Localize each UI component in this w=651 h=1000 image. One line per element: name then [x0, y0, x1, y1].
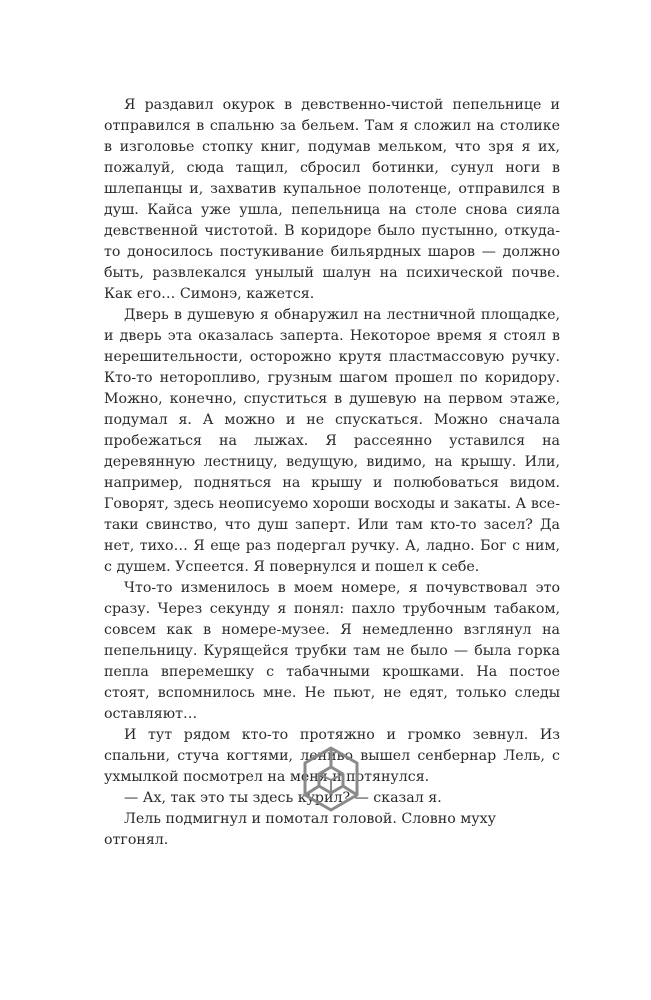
paragraph-4: И тут рядом кто-то протяжно и громко зевнул. Из спальни, стуча когтями, лениво вышел сенбернар Лель, с ухмылкой посмотрел на меня и потянулся. [104, 727, 560, 785]
hexagonal-cube-ornament-icon [301, 745, 361, 813]
paragraph-2: Дверь в душевую я обнаружил на лестничной площадке, и дверь эта оказалась заперта. Некоторое время я стоял в нерешительности, осторожно крутя пластмассовую ручку. Кто-то неторопливо, грузным шагом прошел по коридору. Можно, конечно, спуститься в душевую на первом этаже, подумал я. А можно и не спускаться. Можно сначала пробежаться на лыжах. Я рассеянно уставился на деревянную лестницу, ведущую, видимо, на крышу. Или, например, подняться на крышу и полюбоваться видом. Говорят, здесь неописуемо хороши восходы и закаты. А все-таки свинство, что душ заперт. Или там кто-то засел? Да нет, тихо… Я еще раз подергал ручку. А, ладно. Бог с ним, с душем. Успеется. Я повернулся и пошел к себе. [104, 307, 560, 575]
paragraph-3: Что-то изменилось в моем номере, я почувствовал это сразу. Через секунду я понял: пахло трубочным табаком, совсем как в номере-музее. Я немедленно взглянул на пепельницу. Курящейся трубки там не было — была горка пепла вперемешку с табачными крошками. На постое стоят, вспомнилось мне. Не пьют, не едят, только следы оставляют… [104, 580, 560, 722]
paragraph-1: Я раздавил окурок в девственно-чистой пепельнице и отправился в спальню за бельем. Там я сложил на столике в изголовье стопку книг, подумав мельком, что зря я их, пожалуй, сюда тащил, сбросил ботинки, сунул ноги в шлепанцы и, захватив купальное полотенце, отправился в душ. Кайса уже ушла, пепельница на столе снова сияла девственной чистотой. В коридоре было пустынно, откуда-то доносилось постукивание бильярдных шаров — должно быть, развлекался унылый шалун на психической почве. Как его… Симонэ, кажется. [104, 97, 560, 302]
paragraph-5: — Ах, так это ты здесь курил? — сказал я. [124, 790, 442, 806]
chapter-text [104, 95, 560, 851]
paragraph-6: Лель подмигнул и помотал головой. Словно муху отгонял. [104, 811, 497, 848]
